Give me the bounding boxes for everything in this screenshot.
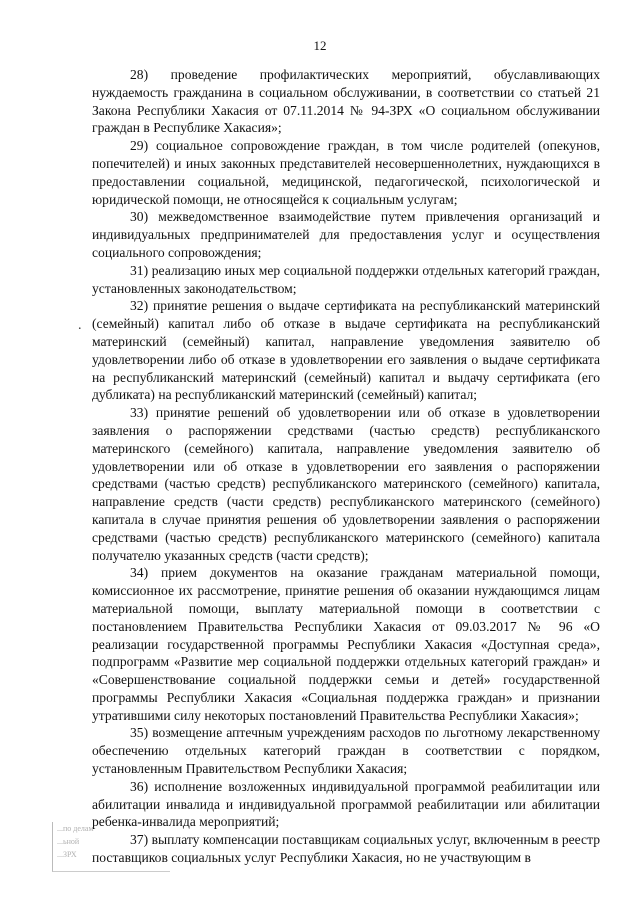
paragraph-29: 29) социальное сопровождение граждан, в том числе родителей (опекунов, попечителей) и иных законных представителей несовершеннолетних, нуждающихся в предоставлении социальной, медицинской, педагогической, психологической и юридической помощи, не относящейся к социальным услугам; — [92, 138, 600, 207]
stamp-line: ...ЗРХ — [57, 850, 77, 859]
paragraph-28: 28) проведение профилактических мероприятий, обуславливающих нуждаемость гражданина в социальном обслуживании, в соответствии со статьей 21 Закона Республики Хакасия от 07.11.2014 № 94-ЗРХ «О социальном обслуживании граждан в Республике Хакасия»; — [92, 67, 600, 136]
faded-stamp — [52, 822, 170, 872]
paragraph-32: 32) принятие решения о выдаче сертификата на республиканский материнский (семейный) капитал либо об отказе в выдаче сертификата на республиканский материнский (семейный) капитал, направление уведомления заявителю об удовлетворении либо об отказе в удовлетворении его заявления о выдаче сертификата на республиканский материнский (семейный) капитал и выдачу сертификата (его дубликата) на республиканский материнский (семейный) капитал; — [92, 298, 600, 403]
margin-mark: . — [78, 318, 82, 333]
stamp-line: ...ьной — [57, 837, 80, 846]
paragraph-36: 36) исполнение возложенных индивидуальной программой реабилитации или абилитации инвалида и индивидуальной программой реабилитации или абилитации ребенка-инвалида мероприятий; — [92, 778, 600, 830]
paragraph-34: 34) прием документов на оказание гражданам материальной помощи, комиссионное их рассмотрение, принятие решения об оказании нуждающимся лицам материальной помощи, выплату материальной помощи в соответствии с постановлением Правительства Республики Хакасия от 09.03.2017 № 96 «О реализации государственной программы Республики Хакасия «Доступная среда», подпрограмм «Развитие мер социальной поддержки отдельных категорий граждан» и «Совершенствование социальной поддержки семьи и детей» государственной программы Республики Хакасия «Социальная поддержка граждан» и признании утратившими силу некоторых постановлений Правительства Республики Хакасия»; — [92, 565, 600, 723]
document-body — [92, 66, 600, 867]
stamp-line: ...по делам — [57, 824, 94, 833]
paragraph-30: 30) межведомственное взаимодействие путем привлечения организаций и индивидуальных предпринимателей для предоставления услуг и осуществления социального сопровождения; — [92, 209, 600, 260]
page-number: 12 — [313, 38, 327, 53]
paragraph-35: 35) возмещение аптечным учреждениям расходов по льготному лекарственному обеспечению отдельных категорий граждан в соответствии с порядком, установленным Правительством Республики Хакасия; — [92, 725, 600, 777]
paragraph-31: 31) реализацию иных мер социальной поддержки отдельных категорий граждан, установленных законодательством; — [92, 262, 600, 296]
paragraph-33: 33) принятие решений об удовлетворении или об отказе в удовлетворении заявления о распоряжении средствами (частью средств) республиканского материнского (семейного) капитала, направление уведомления заявителю об удовлетворении или об отказе в удовлетворении его заявления о распоряжении средствами (частью средств) республиканского материнского (семейного) капитала, направление средств (части средств) республиканского материнского (семейного) капитала в случае принятия решения об удовлетворении заявления о распоряжении средствами (частью средств) республиканского материнского (семейного) капитала получателю указанных средств (части средств); — [92, 405, 600, 563]
paragraph-37: 37) выплату компенсации поставщикам социальных услуг, включенным в реестр поставщиков социальных услуг Республики Хакасия, но не участвующим в — [92, 832, 600, 866]
